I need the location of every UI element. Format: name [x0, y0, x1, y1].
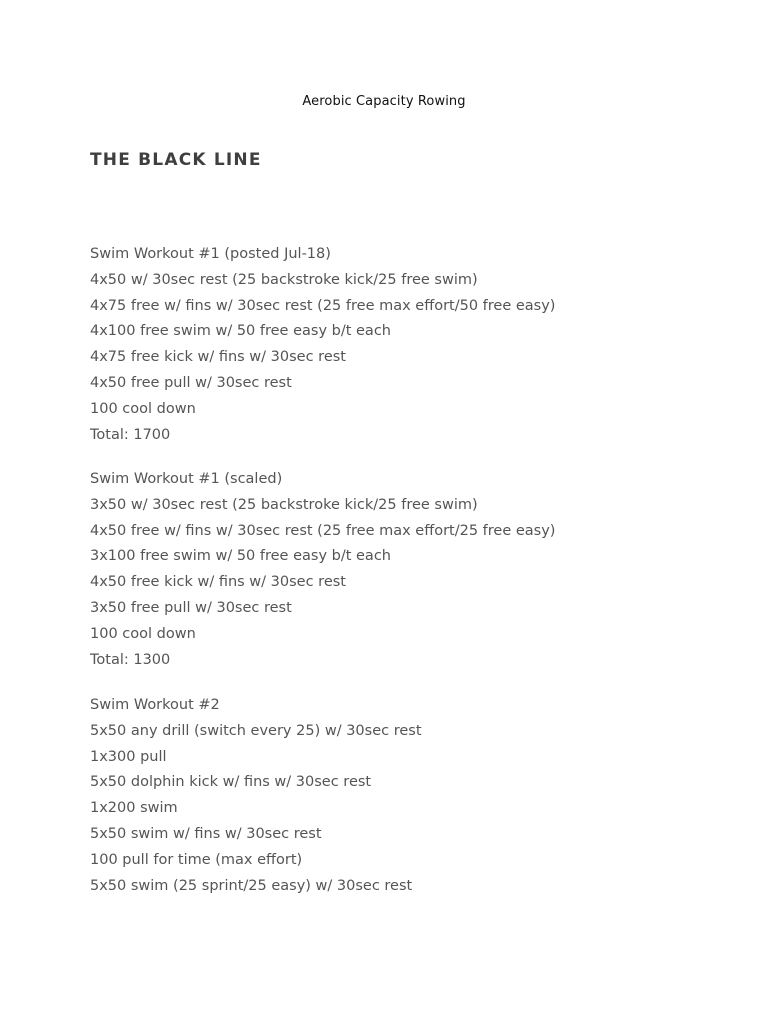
- workout-section-2: [90, 467, 730, 673]
- workout-line: 4x75 free w/ fins w/ 30sec rest (25 free max effort/50 free easy): [90, 297, 556, 314]
- workout-line: 100 cool down: [90, 400, 196, 417]
- workout-heading: Swim Workout #1 (posted Jul-18): [90, 246, 331, 262]
- workout-line: 4x50 free pull w/ 30sec rest: [90, 374, 292, 391]
- workout-heading: Swim Workout #1 (scaled): [90, 471, 283, 487]
- workout-line: 4x50 free kick w/ fins w/ 30sec rest: [90, 574, 346, 591]
- workout-line: 5x50 swim w/ fins w/ 30sec rest: [90, 825, 322, 842]
- workout-line: 3x50 w/ 30sec rest (25 backstroke kick/25 free swim): [90, 496, 478, 513]
- workout-line: 100 pull for time (max effort): [90, 851, 303, 868]
- workout-heading: Swim Workout #2: [90, 697, 220, 713]
- workout-line: 100 cool down: [90, 625, 196, 642]
- workout-line: 4x75 free kick w/ fins w/ 30sec rest: [90, 349, 346, 366]
- workout-line: 1x200 swim: [90, 800, 178, 817]
- workout-line: 1x300 pull: [90, 748, 167, 765]
- workout-line: 4x100 free swim w/ 50 free easy b/t each: [90, 323, 391, 340]
- workout-line: 4x50 free w/ fins w/ 30sec rest (25 free max effort/25 free easy): [90, 522, 556, 539]
- workout-section-3: [90, 693, 730, 899]
- workout-line: 5x50 any drill (switch every 25) w/ 30sec rest: [90, 722, 422, 739]
- workout-section-1: [90, 242, 730, 448]
- workout-total: Total: 1700: [90, 426, 171, 443]
- workout-line: 5x50 swim (25 sprint/25 easy) w/ 30sec rest: [90, 877, 413, 894]
- workout-line: 5x50 dolphin kick w/ fins w/ 30sec rest: [90, 774, 372, 791]
- document-header: Aerobic Capacity Rowing: [302, 94, 466, 109]
- workout-line: 3x100 free swim w/ 50 free easy b/t each: [90, 548, 391, 565]
- workout-total: Total: 1300: [90, 651, 171, 668]
- workout-line: 4x50 w/ 30sec rest (25 backstroke kick/25 free swim): [90, 271, 478, 288]
- workout-line: 3x50 free pull w/ 30sec rest: [90, 599, 292, 616]
- page-title: THE BLACK LINE: [90, 150, 262, 170]
